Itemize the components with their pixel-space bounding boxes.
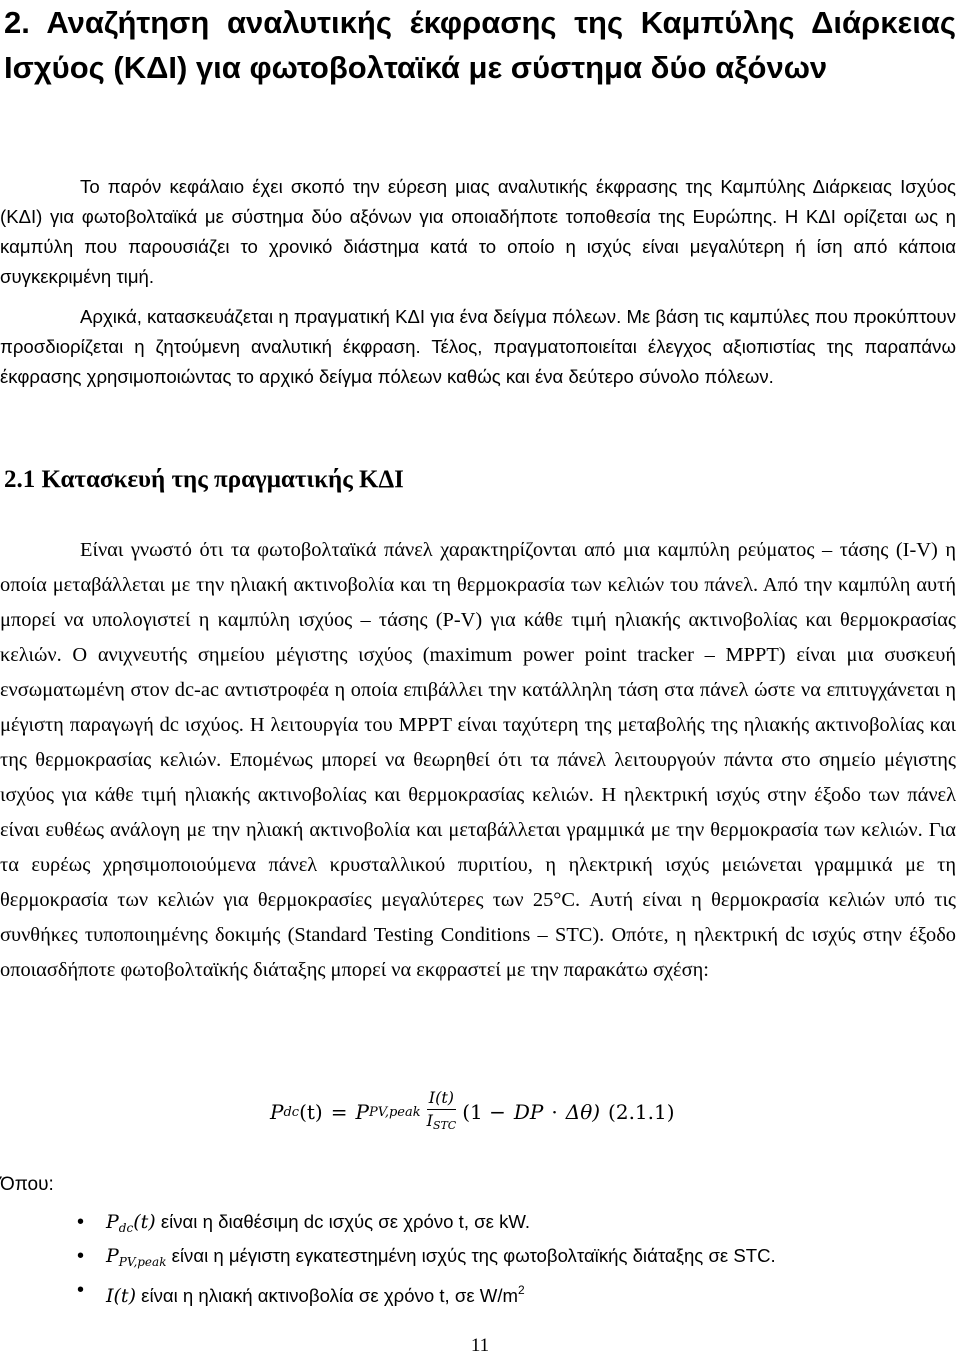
definition-symbol [106, 1211, 156, 1233]
eq-p-sub: PV,peak [368, 1104, 421, 1120]
page-number: 11 [470, 1335, 490, 1356]
eq-dot: · [551, 1100, 558, 1124]
symbol-letter: P [106, 1211, 119, 1233]
eq-arg: (t) [299, 1100, 323, 1124]
intro-paragraph-2: Αρχικά, κατασκευάζεται η πραγματική ΚΔΙ για ένα δείγμα πόλεων. Με βάση τις καμπύλες που προκύπτουν προσδιορίζεται η ζητούμενη αναλυτική έκφραση. Τέλος, πραγματοποιείται έλεγχος αξιοπιστίας της παραπάνω έκφρασης χρησιμοποιώντας το αρχικό δείγμα πόλεων καθώς και ένα δεύτερο σύνολο πόλεων. [0, 306, 956, 387]
section-paragraph: Είναι γνωστό ότι τα φωτοβολταϊκά πάνελ χαρακτηρίζονται από μια καμπύλη ρεύματος – τάσης (I-V) η οποία μεταβάλλεται με την ηλιακή ακτινοβολία και τη θερμοκρασία των κελιών του πάνελ. Από την καμπύλη αυτή μπορεί να υπολογιστεί η καμπύλη ισχύος – τάσης (P-V) για κάθε τιμή ηλιακής ακτινοβολίας και θερμοκρασίας κελιών. Ο ανιχνευτής σημείου μέγιστης ισχύος (maximum power point tracker – MPPT) είναι μια συσκευή ενσωματωμένη στον dc-ac αντιστροφέα η οποία επιβάλλει την κατάλληλη τάση στα πάνελ ώστε να επιτυγχάνεται η μέγιστη παραγωγή dc ισχύος. Η λειτουργία του MPPT είναι ταχύτερη της μεταβολής της ηλιακής ακτινοβολίας και της θερμοκρασίας κελιών. Επομένως μπορεί να θεωρηθεί ότι τα πάνελ λειτουργούν πάντα στο σημείο μέγιστης ισχύος για κάθε τιμή ηλιακής ακτινοβολίας και θερμοκρασίας κελιών. Η ηλεκτρική ισχύς στην έξοδο των πάνελ είναι ευθέως ανάλογη με την ηλιακή ακτινοβολία και μεταβάλλεται γραμμικά με την θερμοκρασία των κελιών. Για τα ευρέως χρησιμοποιούμενα πάνελ κρυσταλλικού πυριτίου, η ηλεκτρική ισχύς μειώνεται γραμμικά με τη θερμοκρασία των κελιών για θερμοκρασίες μεγαλύτερες των 25°C. Αυτή είναι η θερμοκρασία κελιών υπό τις συνθήκες τυποποιημένης δοκιμής (Standard Testing Conditions – STC). Οπότε, η ηλεκτρική dc ισχύς στην έξοδο οποιασδήποτε φωτοβολταϊκής διάταξης μπορεί να εκφραστεί με την παρακάτω σχέση: [0, 539, 956, 981]
definition-symbol [106, 1285, 136, 1307]
eq-p: P [355, 1100, 369, 1124]
eq-equals: = [330, 1100, 348, 1124]
symbol-arg: (t) [133, 1211, 156, 1233]
eq-denominator [425, 1110, 459, 1136]
eq-den-sub: STC [432, 1119, 457, 1132]
eq-den-symbol: I [426, 1111, 433, 1130]
definition-text: είναι η διαθέσιμη dc ισχύς σε χρόνο t, σε kW. [155, 1211, 531, 1232]
definition-symbol [106, 1245, 166, 1267]
definition-body [106, 1273, 525, 1313]
list-item [0, 1205, 956, 1239]
bullet-icon: • [77, 1211, 85, 1233]
eq-paren-open: (1 − [462, 1100, 506, 1124]
definition-text: είναι η μέγιστη εγκατεστημένη ισχύς της φωτοβολταϊκής διάταξης σε STC. [166, 1245, 776, 1266]
bullet-icon: • [77, 1279, 85, 1301]
symbol-letter: P [106, 1245, 119, 1267]
eq-lhs: P [270, 1100, 284, 1124]
section-heading: 2.1 Κατασκευή της πραγματικής ΚΔΙ [4, 466, 404, 493]
equation-2-1-1 [270, 1082, 675, 1142]
list-item [0, 1239, 956, 1273]
symbol-sub: dc [118, 1221, 134, 1235]
eq-dtheta: Δθ) [565, 1100, 601, 1124]
definition-text: είναι η ηλιακή ακτινοβολία σε χρόνο t, σε W/m [135, 1285, 518, 1306]
intro-paragraph-1: Το παρόν κεφάλαιο έχει σκοπό την εύρεση μιας αναλυτικής έκφρασης της Καμπύλης Διάρκειας Ισχύος (ΚΔΙ) για φωτοβολταϊκά με σύστημα δύο αξόνων για οποιαδήποτε τοποθεσία της Ευρώπης. Η ΚΔΙ ορίζεται ως η καμπύλη που παρουσιάζει το χρονικό διάστημα κατά το οποίο η ισχύς είναι μεγαλύτερη ή ίση από κάποια συγκεκριμένη τιμή. [0, 176, 956, 287]
unit-superscript: 2 [517, 1283, 525, 1297]
eq-dp: DP [513, 1100, 544, 1124]
list-item [0, 1273, 956, 1307]
eq-numerator: I(t) [427, 1088, 456, 1110]
symbol-letter: I [106, 1285, 114, 1307]
bullet-icon: • [77, 1245, 85, 1267]
chapter-title: 2. Αναζήτηση αναλυτικής έκφρασης της Καμπύλης Διάρκειας Ισχύος (ΚΔΙ) για φωτοβολταϊκά με σύστημα δύο αξόνων [4, 5, 956, 85]
eq-number: (2.1.1) [608, 1100, 675, 1124]
definition-list [0, 1205, 956, 1307]
eq-fraction [425, 1088, 459, 1136]
symbol-sub: PV,peak [118, 1255, 167, 1269]
eq-lhs-sub: dc [283, 1104, 300, 1120]
where-label: Όπου: [0, 1174, 54, 1195]
symbol-arg: (t) [113, 1285, 136, 1307]
